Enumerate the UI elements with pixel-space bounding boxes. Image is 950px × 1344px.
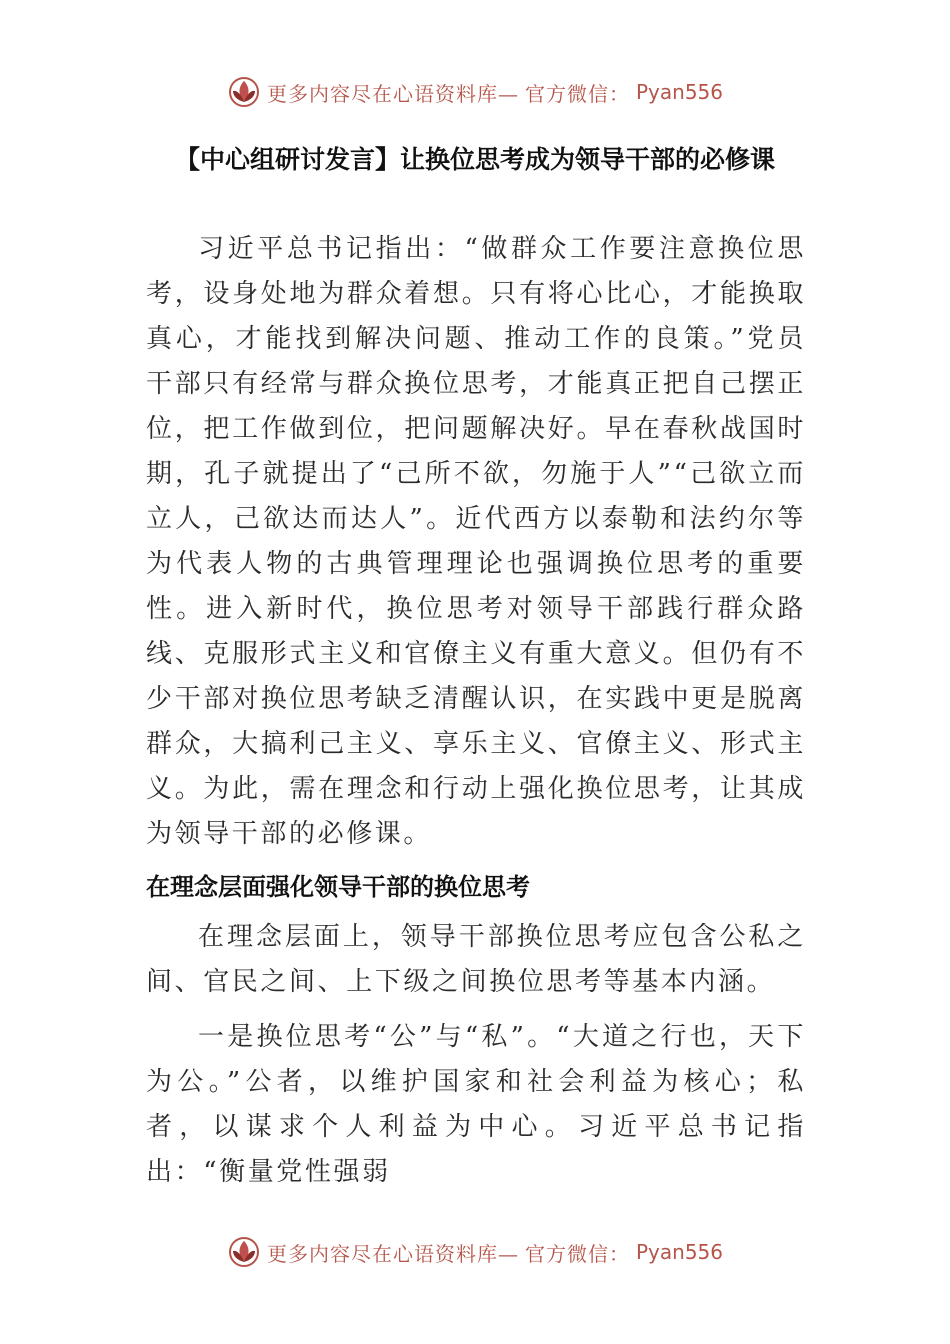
banner-wechat-id: Pyan556	[635, 1240, 723, 1264]
banner-wechat-label: 官方微信：	[524, 1241, 630, 1266]
section-paragraph: 在理念层面上，领导干部换位思考应包含公私之间、官民之间、上下级之间换位思考等基本内涵。	[146, 922, 806, 997]
banner-wechat-id: Pyan556	[635, 80, 723, 104]
header-watermark-banner	[0, 72, 950, 112]
section-paragraph: 一是换位思考“公”与“私”。“大道之行也，天下为公。”公者，以维护国家和社会利益为核心；私者，以谋求个人利益为中心。习近平总书记指出：“衡量党性强弱	[146, 1022, 806, 1187]
lotus-logo-icon	[227, 75, 261, 109]
document-body	[146, 227, 806, 1195]
paragraph-gap	[146, 1005, 806, 1015]
body-paragraph: 习近平总书记指出：“做群众工作要注意换位思考，设身处地为群众着想。只有将心比心，才能换取真心，才能找到解决问题、推动工作的良策。”党员干部只有经常与群众换位思考，才能真正把自己摆正位，把工作做到位，把问题解决好。早在春秋战国时期，孔子就提出了“己所不欲，勿施于人”“己欲立而立人，己欲达而达人”。近代西方以泰勒和法约尔等为代表人物的古典管理理论也强调换位思考的重要性。进入新时代，换位思考对领导干部践行群众路线、克服形式主义和官僚主义有重大意义。但仍有不少干部对换位思考缺乏清醒认识，在实践中更是脱离群众，大搞利己主义、享乐主义、官僚主义、形式主义。为此，需在理念和行动上强化换位思考，让其成为领导干部的必修课。	[146, 234, 806, 849]
footer-watermark-banner	[0, 1232, 950, 1272]
banner-wechat-label: 官方微信：	[524, 81, 630, 106]
section-heading: 在理念层面强化领导干部的换位思考	[146, 873, 530, 901]
banner-text: 更多内容尽在心语资料库—	[266, 81, 519, 106]
document-title: 【中心组研讨发言】让换位思考成为领导干部的必修课	[174, 145, 775, 174]
banner-text: 更多内容尽在心语资料库—	[266, 1241, 519, 1266]
lotus-logo-icon	[227, 1235, 261, 1269]
